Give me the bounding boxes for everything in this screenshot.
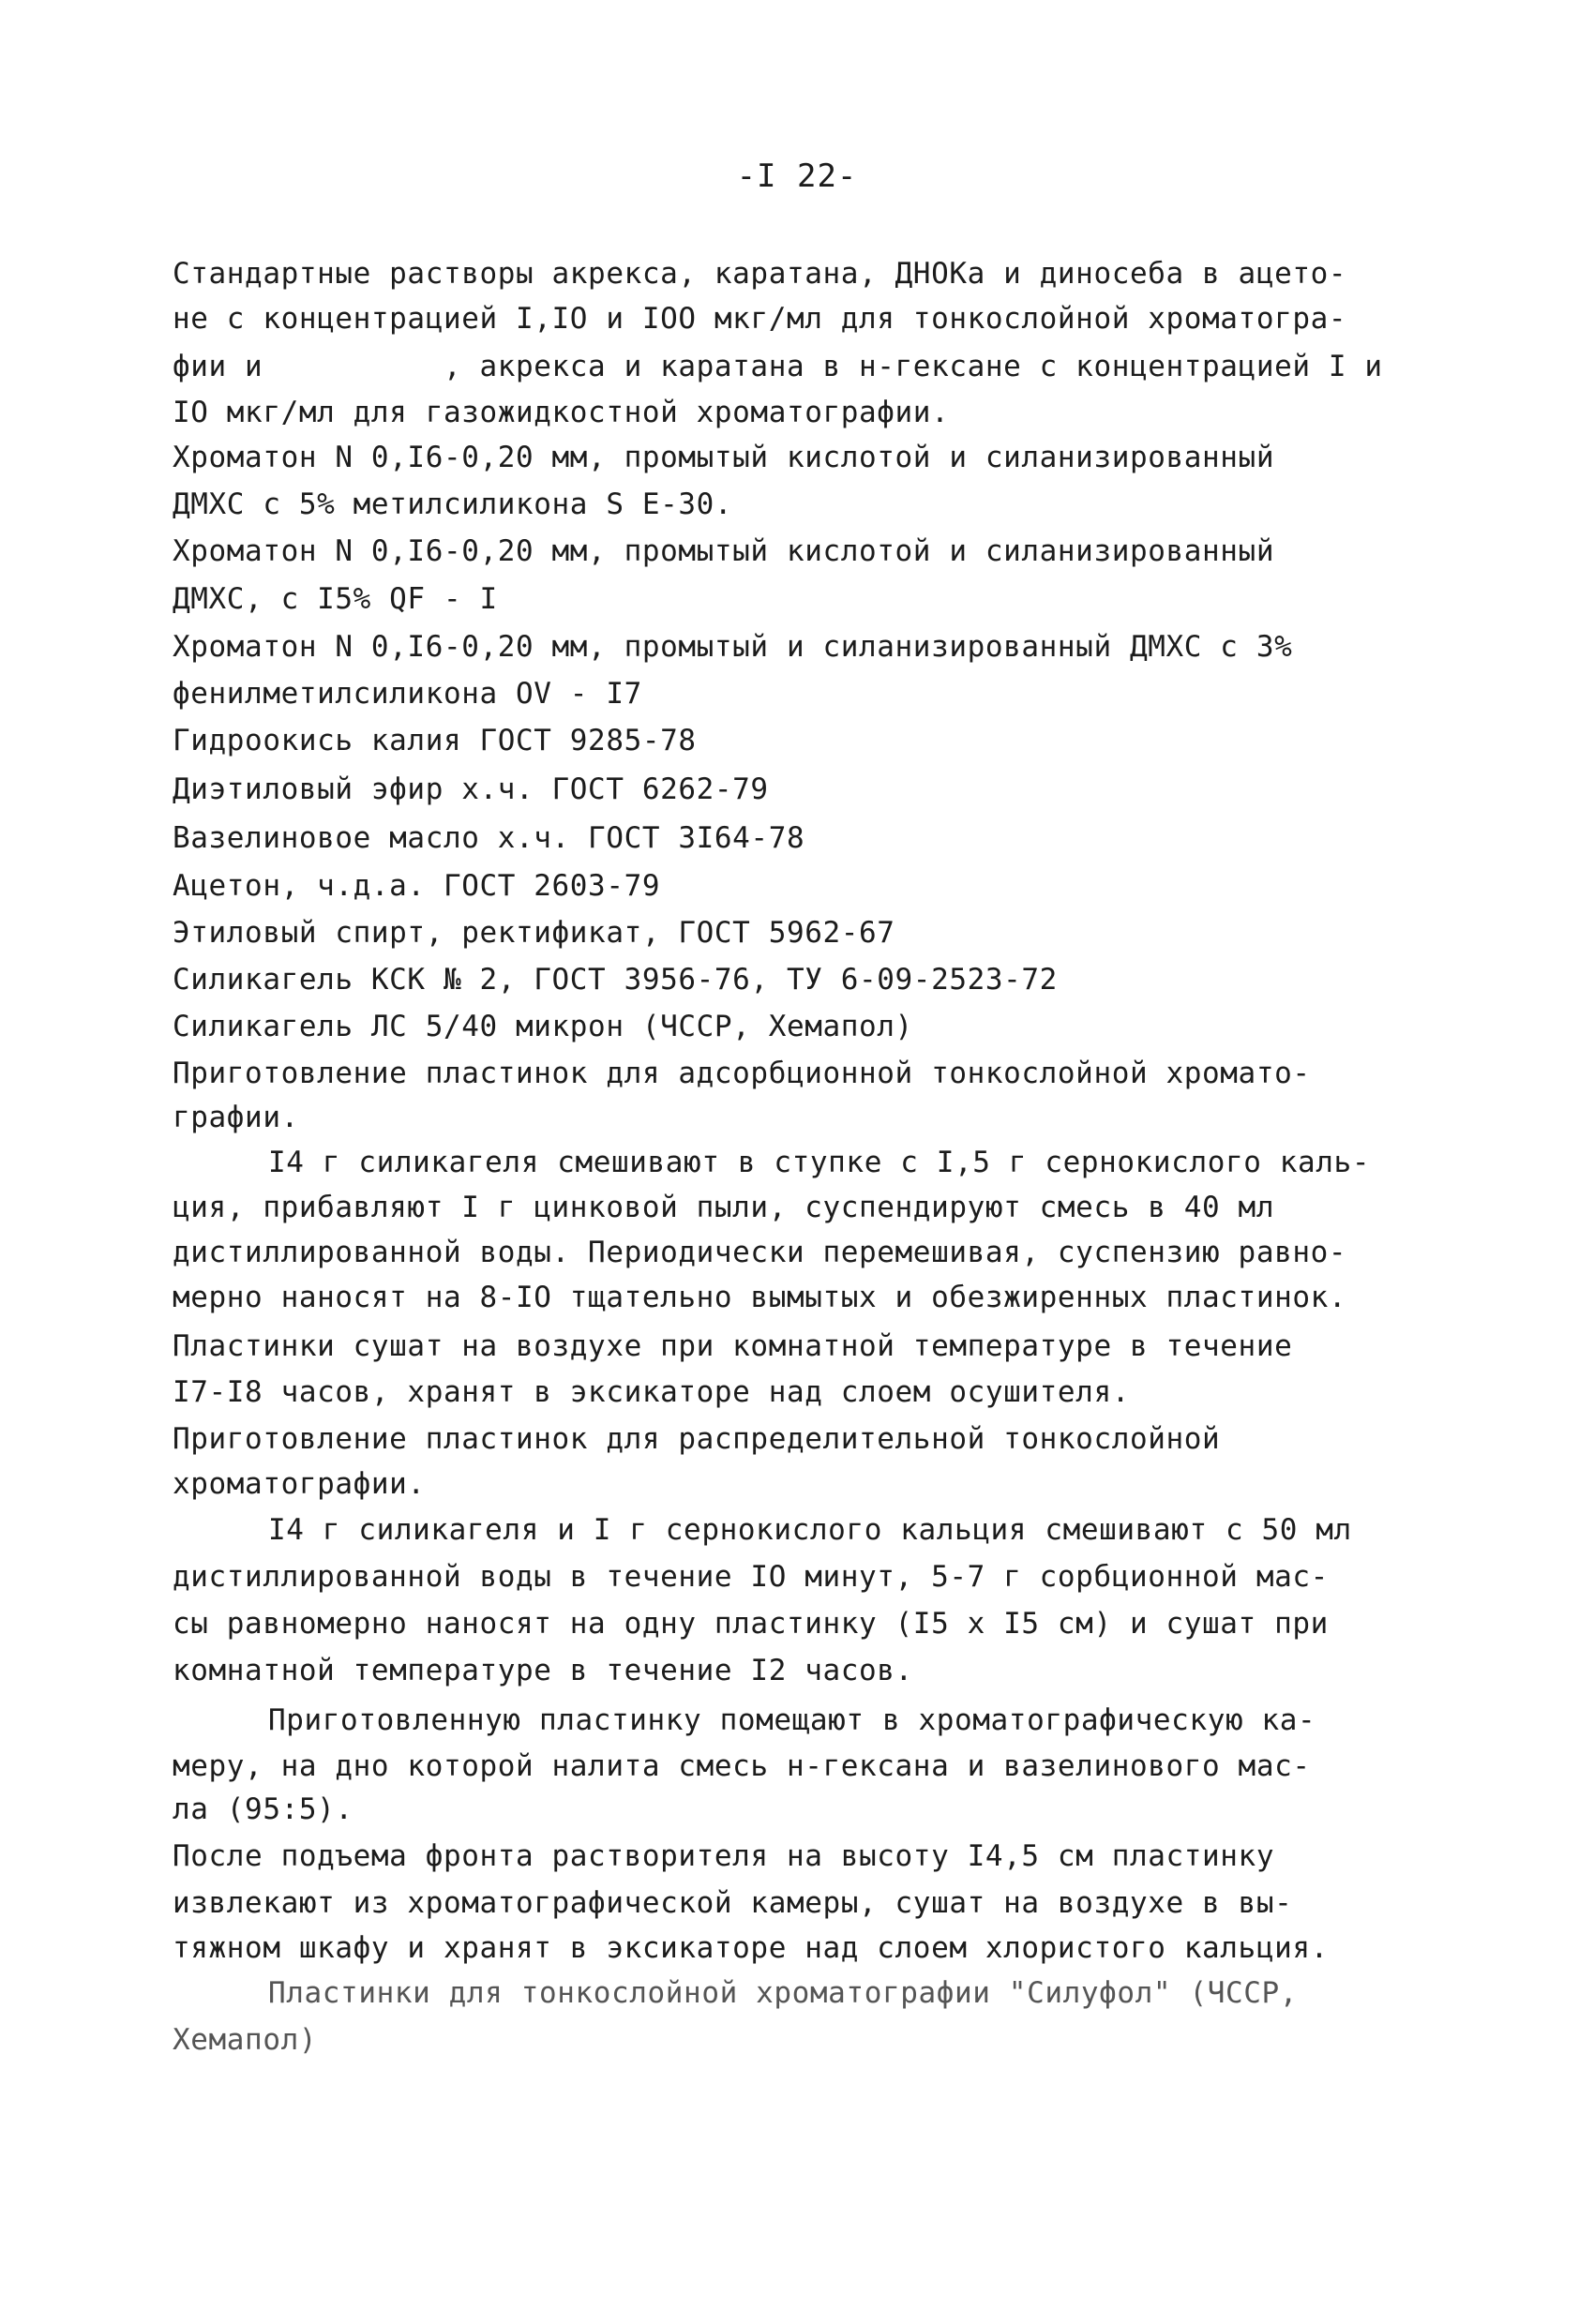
text-line: Стандартные растворы акрекса, каратана, ДНОКа и диносеба в ацето- — [173, 257, 1347, 291]
text-line: Пластинки для тонкослойной хроматографии "Силуфол" (ЧССР, — [268, 1976, 1299, 2010]
text-line: I7-I8 часов, хранят в эксикаторе над слоем осушителя. — [173, 1375, 1130, 1409]
text-line: Приготовление пластинок для адсорбционной тонкослойной хромато- — [173, 1057, 1311, 1090]
text-line: Вазелиновое масло х.ч. ГОСТ 3I64-78 — [173, 821, 805, 855]
text-line: Гидроокись калия ГОСТ 9285-78 — [173, 724, 697, 757]
text-line: После подъема фронта растворителя на высоту I4,5 см пластинку — [173, 1839, 1275, 1873]
text-line: Диэтиловый эфир х.ч. ГОСТ 6262-79 — [173, 772, 769, 806]
text-line: I4 г силикагеля и I г сернокислого кальция смешивают с 50 мл — [268, 1513, 1352, 1547]
text-line: дистиллированной воды в течение IO минут, 5-7 г сорбционной мас- — [173, 1560, 1329, 1594]
text-line: фенилметилсиликона OV - I7 — [173, 677, 642, 711]
page-number: -I 22- — [736, 157, 858, 195]
text-line: Хемапол) — [173, 2023, 318, 2057]
text-line: Хроматон N 0,I6-0,20 мм, промытый кислотой и силанизированный — [173, 441, 1275, 474]
text-line: сы равномерно наносят на одну пластинку (I5 х I5 см) и сушат при — [173, 1607, 1329, 1641]
text-line: Силикагель КСК № 2, ГОСТ 3956-76, ТУ 6-09-2523-72 — [173, 963, 1058, 997]
text-line: Приготовленную пластинку помещают в хроматографическую ка- — [268, 1703, 1316, 1737]
text-line: не с концентрацией I,IO и IOO мкг/мл для тонкослойной хроматогра- — [173, 302, 1347, 336]
text-line: IO мкг/мл для газожидкостной хроматографии. — [173, 396, 950, 429]
text-line: извлекают из хроматографической камеры, сушат на воздухе в вы- — [173, 1886, 1293, 1920]
text-line: дистиллированной воды. Периодически перемешивая, суспензию равно- — [173, 1236, 1347, 1269]
text-line: Хроматон N 0,I6-0,20 мм, промытый кислотой и силанизированный — [173, 534, 1275, 568]
text-line: комнатной температуре в течение I2 часов. — [173, 1654, 913, 1687]
text-line: I4 г силикагеля смешивают в ступке с I,5 г сернокислого каль- — [268, 1146, 1371, 1179]
text-line: графии. — [173, 1101, 299, 1134]
text-line: ла (95:5). — [173, 1792, 353, 1826]
text-line: ДМХС с 5% метилсиликона S Е-30. — [173, 487, 733, 521]
text-line: ция, прибавляют I г цинковой пыли, суспендируют смесь в 40 мл — [173, 1191, 1275, 1224]
text-line: Хроматон N 0,I6-0,20 мм, промытый и силанизированный ДМХС с 3% — [173, 630, 1293, 664]
text-line: Силикагель ЛС 5/40 микрон (ЧССР, Хемапол) — [173, 1010, 913, 1043]
text-line: хроматографии. — [173, 1467, 426, 1501]
text-line: ДМХС, с I5% QF - I — [173, 582, 498, 616]
text-line: Этиловый спирт, ректификат, ГОСТ 5962-67 — [173, 916, 895, 950]
text-line: фии и , акрекса и каратана в н-гексане с концентрацией I и — [173, 350, 1383, 383]
text-line: Ацетон, ч.д.а. ГОСТ 2603-79 — [173, 869, 661, 903]
text-line: Пластинки сушат на воздухе при комнатной температуре в течение — [173, 1329, 1293, 1363]
text-line: меру, на дно которой налита смесь н-гексана и вазелинового мас- — [173, 1749, 1311, 1783]
text-line: тяжном шкафу и хранят в эксикаторе над слоем хлористого кальция. — [173, 1931, 1329, 1965]
text-line: Приготовление пластинок для распределительной тонкослойной — [173, 1422, 1221, 1456]
text-line: мерно наносят на 8-IO тщательно вымытых и обезжиренных пластинок. — [173, 1281, 1347, 1314]
